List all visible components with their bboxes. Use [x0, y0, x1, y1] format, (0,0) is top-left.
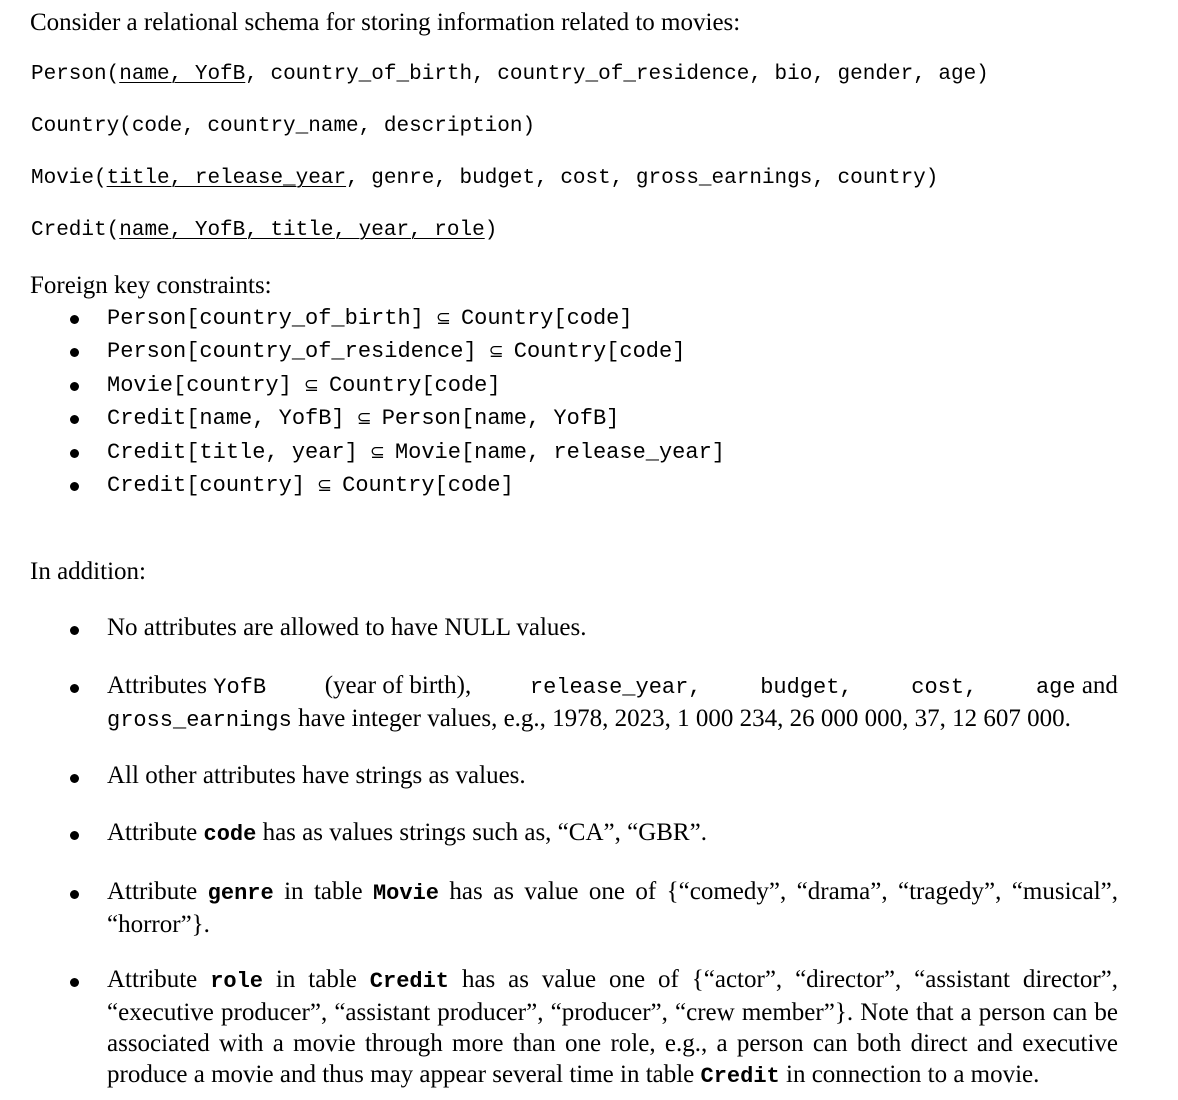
- rule-text: [107, 670, 1118, 736]
- schema-movie-name: Movie: [31, 167, 95, 190]
- fk-rhs: Country[code]: [328, 373, 501, 398]
- fk-lhs: Credit[country]: [107, 473, 306, 498]
- rule-line: [107, 670, 1118, 703]
- schema-credit: [31, 216, 497, 246]
- rule-text: [107, 964, 1118, 1092]
- fk-lhs: Credit[name, YofB]: [107, 406, 345, 431]
- fk-lhs: Credit[title, year]: [107, 440, 358, 465]
- attr-cost: cost,: [911, 675, 978, 700]
- bullet-icon: [70, 449, 79, 458]
- schema-movie-key: title, release_year: [106, 167, 347, 190]
- schema-country-name: Country: [31, 115, 120, 138]
- rule-fragment: has as value one of {“actor”, “director”, “assistant director”, “executive producer”, “assistant producer”, “producer”, “crew member”}. Note that a person can be associated with a movie through more than one role, e.g., a person can both direct and executive produce a movie and thus may appear several time in table: [107, 966, 1118, 1088]
- fk-lhs: Person[country_of_birth]: [107, 306, 424, 331]
- bullet-icon: [70, 831, 79, 840]
- schema-movie-rest: , genre, budget, cost, gross_earnings, country): [346, 167, 939, 190]
- rule-text: All other attributes have strings as values.: [107, 762, 526, 789]
- rule-text: [107, 876, 1118, 940]
- attr-budget: budget,: [760, 675, 853, 700]
- rule-fragment: have integer values, e.g., 1978, 2023, 1 000 234, 26 000 000, 37, 12 607 000.: [291, 705, 1071, 732]
- bullet-icon: [70, 626, 79, 635]
- intro-text: Consider a relational schema for storing information related to movies:: [30, 9, 741, 36]
- rule-fragment: in connection to a movie.: [779, 1061, 1040, 1088]
- attr-role: role: [210, 969, 263, 994]
- attr-code: code: [203, 822, 257, 847]
- subset-symbol: ⊆: [435, 308, 451, 329]
- fk-lhs: Person[country_of_residence]: [107, 339, 477, 364]
- bullet-icon: [70, 684, 79, 693]
- rule-fragment: (year of birth),: [324, 672, 472, 699]
- rule-fragment: and: [1075, 672, 1118, 699]
- bullet-icon: [70, 348, 79, 357]
- schema-person-key: name, YofB: [119, 63, 246, 86]
- schema-country: [31, 112, 535, 142]
- bullet-icon: [70, 382, 79, 391]
- bullet-icon: [70, 890, 79, 899]
- schema-country-text: (code, country_name, description): [119, 115, 536, 138]
- rule-text: No attributes are allowed to have NULL values.: [107, 614, 587, 641]
- bullet-icon: [70, 315, 79, 324]
- attr-genre: genre: [207, 881, 274, 906]
- schema-credit-close: ): [484, 219, 498, 242]
- rule-fragment: Attribute: [107, 819, 204, 846]
- table-credit: Credit: [700, 1064, 780, 1089]
- fk-rhs: Country[code]: [513, 339, 686, 364]
- schema-credit-name: Credit: [31, 219, 107, 242]
- rule-line: [107, 703, 1118, 736]
- fk-heading: Foreign key constraints:: [30, 272, 272, 299]
- addition-heading: In addition:: [30, 558, 146, 585]
- subset-symbol: ⊆: [303, 375, 319, 396]
- rule-fragment: Attributes: [107, 672, 214, 699]
- fk-rhs: Person[name, YofB]: [381, 406, 620, 431]
- subset-symbol: ⊆: [356, 408, 372, 429]
- fk-rhs: Country[code]: [460, 306, 633, 331]
- schema-credit-key: name, YofB, title, year, role: [119, 219, 485, 242]
- rule-fragment: has as values strings such as, “CA”, “GBR”.: [256, 819, 707, 846]
- rule-fragment: Attribute: [107, 966, 211, 993]
- subset-symbol: ⊆: [488, 341, 504, 362]
- attr-yofb: YofB: [213, 675, 267, 700]
- fk-lhs: Movie[country]: [107, 373, 292, 398]
- attr-age: age: [1035, 675, 1076, 700]
- rule-fragment: in table: [273, 878, 373, 905]
- schema-movie: [31, 164, 938, 194]
- schema-movie-open: (: [94, 167, 107, 190]
- schema-person-rest: , country_of_birth, country_of_residence, bio, gender, age): [245, 63, 989, 86]
- schema-person-open: (: [106, 63, 120, 86]
- schema-credit-open: (: [106, 219, 120, 242]
- rule-text: [107, 817, 1118, 850]
- schema-person: [31, 60, 989, 90]
- bullet-icon: [70, 415, 79, 424]
- attr-gross-earnings: gross_earnings: [107, 708, 292, 733]
- table-credit: Credit: [369, 969, 450, 994]
- rule-fragment: has as value one of {“comedy”, “drama”, “tragedy”, “musical”, “horror”}.: [107, 878, 1118, 938]
- fk-rhs: Movie[name, release_year]: [394, 440, 725, 465]
- schema-person-name: Person: [31, 63, 107, 86]
- rule-fragment: Attribute: [107, 878, 208, 905]
- subset-symbol: ⊆: [369, 442, 385, 463]
- table-movie: Movie: [372, 881, 439, 906]
- subset-symbol: ⊆: [317, 475, 333, 496]
- attr-release-year: release_year,: [529, 675, 702, 700]
- bullet-icon: [70, 482, 79, 491]
- bullet-icon: [70, 978, 79, 987]
- rule-fragment: in table: [263, 966, 370, 993]
- bullet-icon: [70, 774, 79, 783]
- fk-rhs: Country[code]: [342, 473, 514, 498]
